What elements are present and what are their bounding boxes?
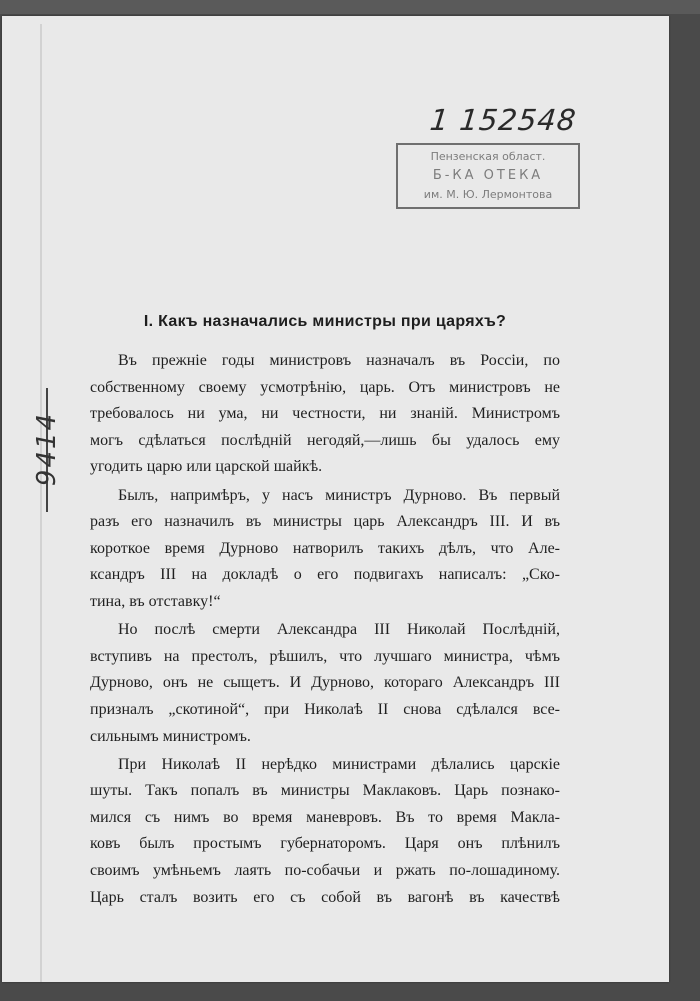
paragraph [90,752,560,912]
paragraph [90,617,560,750]
text-line: тина, въ отставку!“ [90,592,221,610]
text-line: Царь сталъ возить его съ собой въ вагонѣ въ качествѣ [90,888,560,906]
text-line: короткое время Дурново натворилъ такихъ дѣлъ, что Але- [90,539,560,557]
body-text [90,348,560,911]
text-line: разъ его назначилъ въ министры царь Александръ III. И въ [90,513,560,531]
library-stamp [396,143,580,209]
text-line: требовалось ни ума, ни честности, ни знаній. Министромъ [90,405,560,423]
shelf-mark-text: 9414 [32,411,63,487]
text-line: шуты. Такъ попалъ въ министры Маклаковъ. Царь познако- [90,782,560,800]
text-line: При Николаѣ II нерѣдко министрами дѣлались царскіе [118,755,560,773]
text-line: своимъ умѣньемъ лаять по-собачьи и ржать по-лошадиному. [90,862,560,880]
section-heading: I. Какъ назначались министры при царяхъ? [143,313,507,330]
text-line: вступивъ на престолъ, рѣшилъ, что лучшаго министра, чѣмъ [90,647,560,665]
paragraph [90,348,560,481]
text-line: ксандръ III на докладѣ о его подвигахъ написалъ: „Ско- [90,566,560,584]
text-line: собственному своему усмотрѣнію, царь. Отъ министровъ не [90,378,560,396]
shelf-mark [27,385,67,513]
text-line: Но послѣ смерти Александра III Николай Послѣдній, [118,621,560,639]
text-line: Дурново, онъ не сыщетъ. И Дурново, котораго Александръ III [90,674,560,692]
scan-background [0,0,700,14]
stamp-line-2: Б-КА ОТЕКА [432,168,544,183]
text-line: Въ прежніе годы министровъ назначалъ въ Россіи, по [118,352,560,369]
text-line: могъ сдѣлаться послѣдній негодяй,—лишь бы удалось ему [90,431,560,449]
text-line: угодить царю или царской шайкѣ. [90,458,323,476]
text-line: ковъ былъ простымъ губернаторомъ. Царя онъ плѣнилъ [90,835,560,853]
text-line: Былъ, напримѣръ, у насъ министръ Дурново. Въ первый [118,486,560,504]
text-line: призналъ „скотиной“, при Николаѣ II снова сдѣлался все- [90,700,560,718]
stamp-line-3: им. М. Ю. Лермонтова [423,188,553,201]
text-line: мился съ нимъ во время маневровъ. Въ то время Макла- [90,808,560,826]
text-line: сильнымъ министромъ. [90,727,251,745]
paragraph [90,483,560,616]
inventory-number: 1 152548 [428,103,579,137]
stamp-line-1: Пензенская област. [430,150,546,163]
